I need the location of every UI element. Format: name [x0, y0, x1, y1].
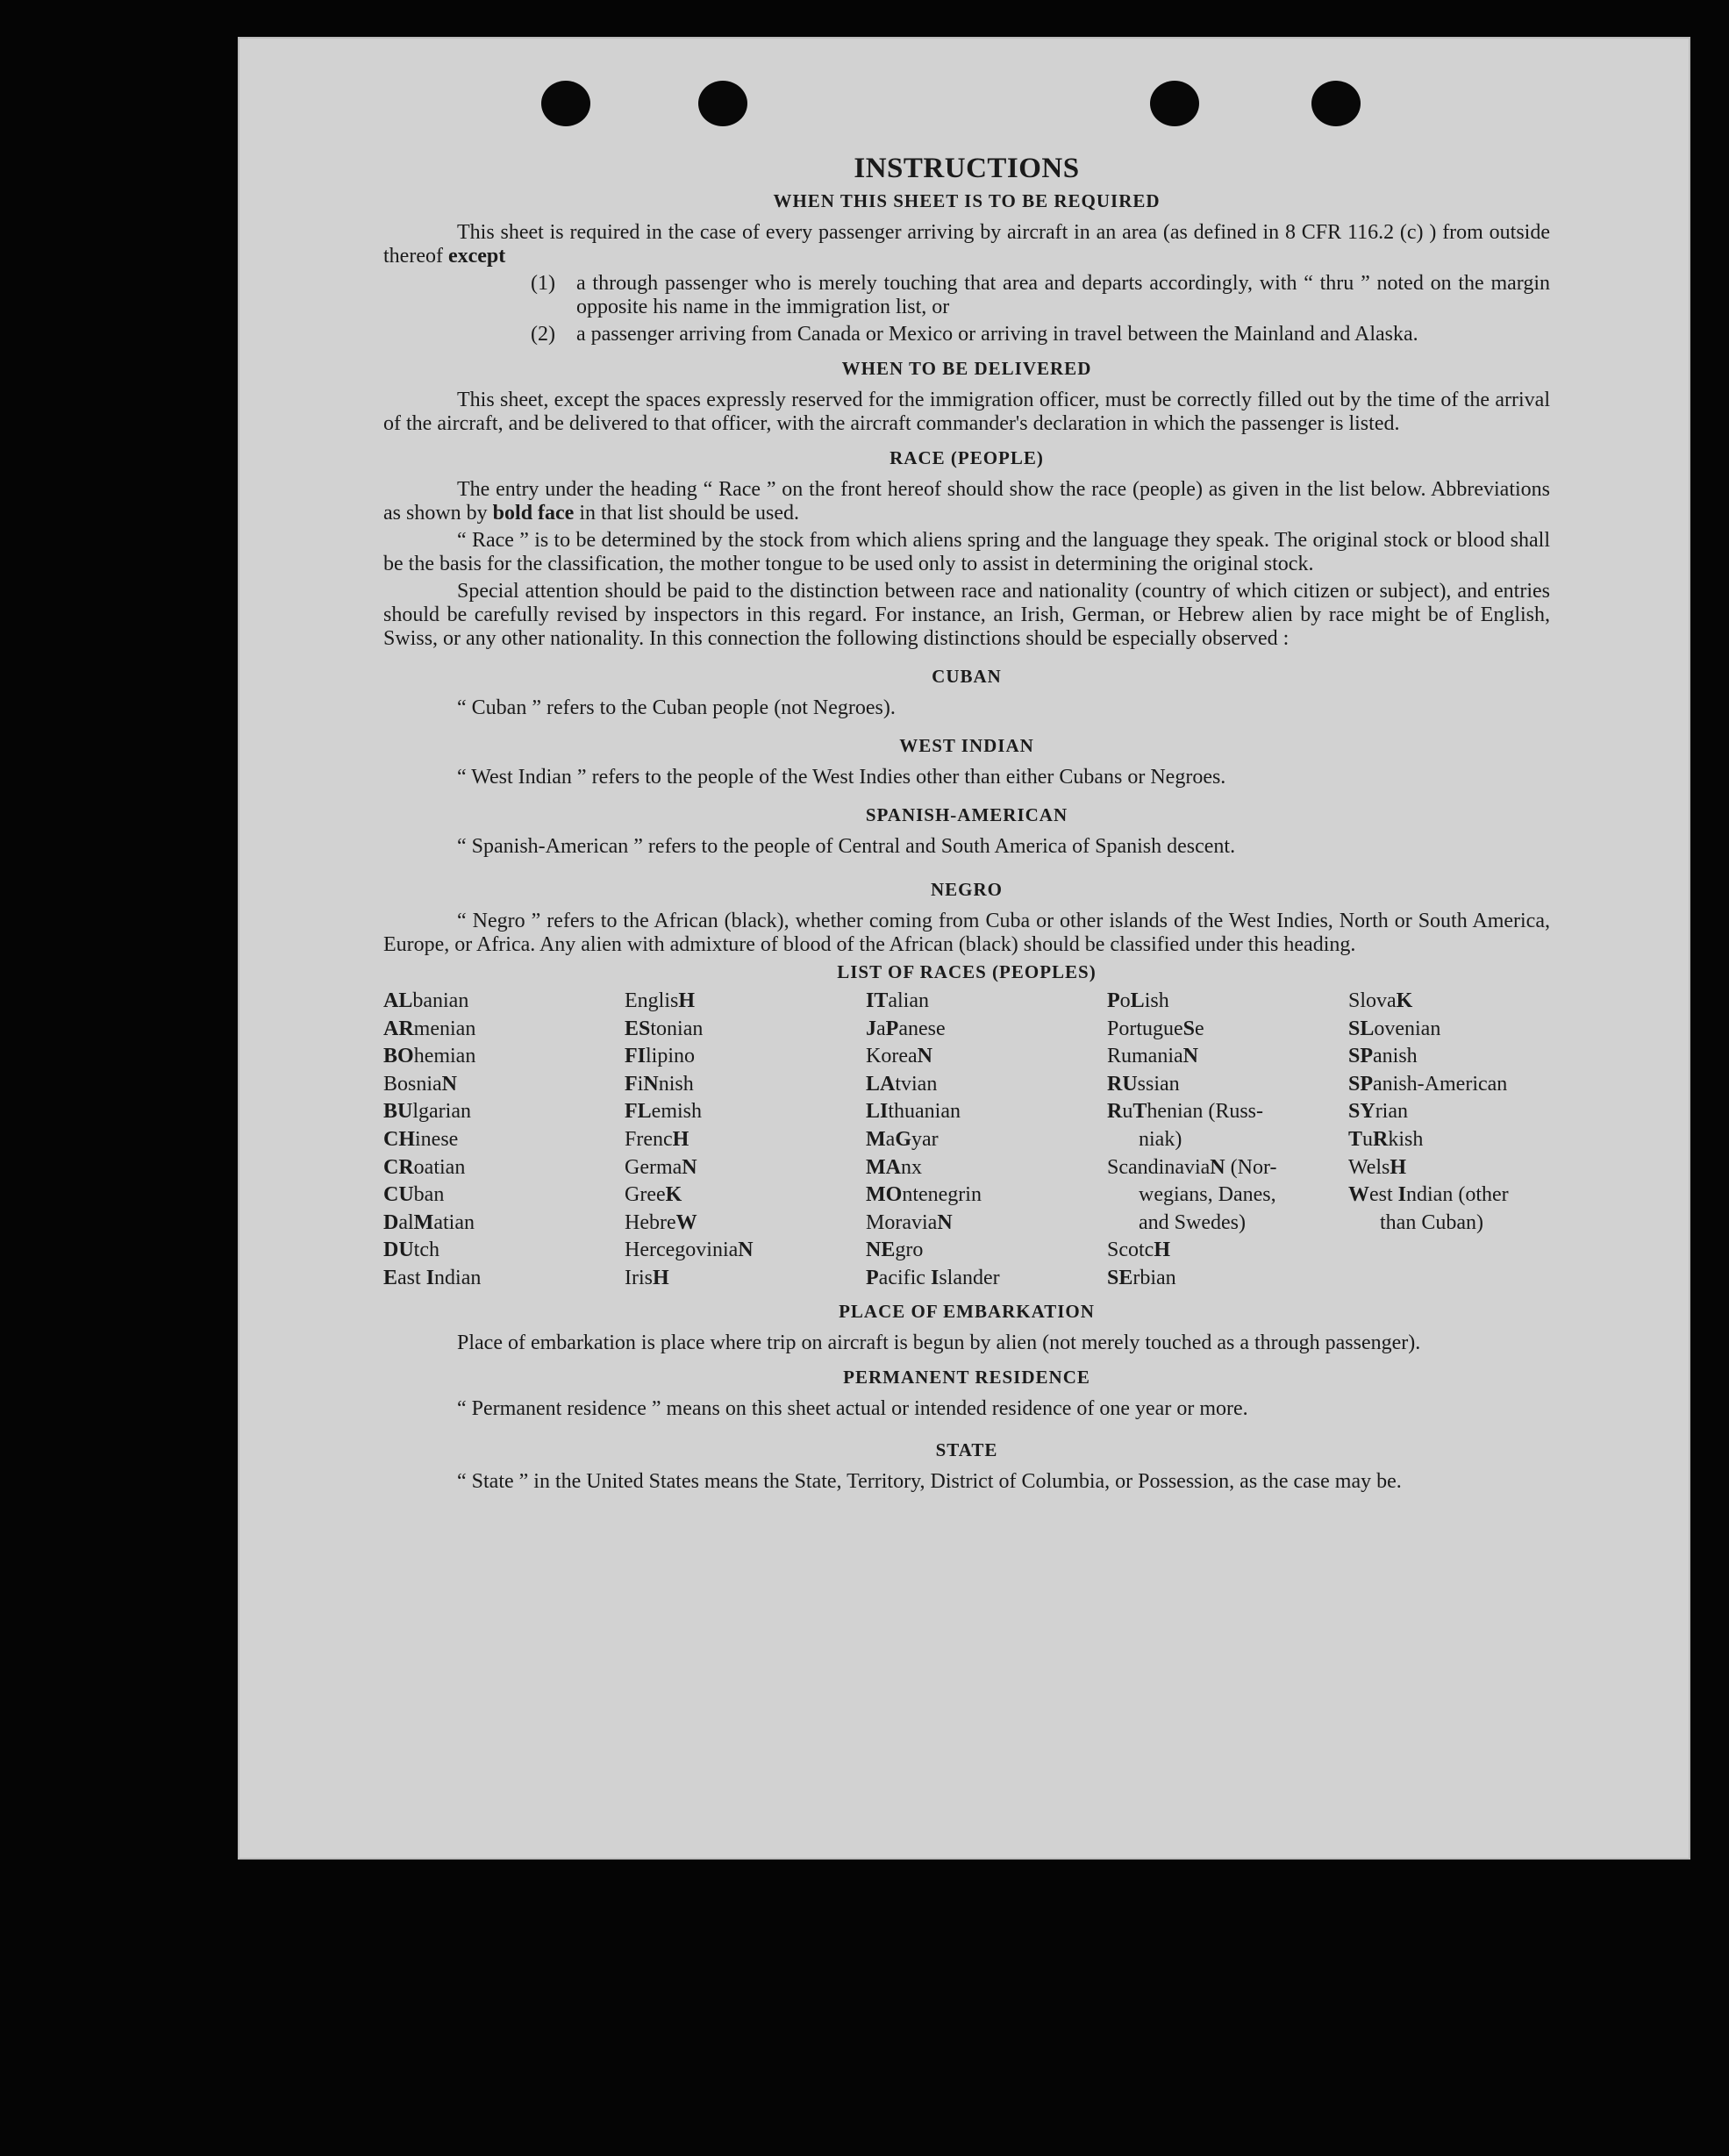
- document-page: [238, 37, 1690, 1860]
- race-entry: [1348, 1154, 1550, 1182]
- race-abbrev: AR: [383, 1017, 414, 1040]
- race-text: inese: [415, 1127, 459, 1151]
- race-entry: [1107, 1126, 1348, 1154]
- race-text: anish: [1373, 1045, 1418, 1068]
- race-entry: [866, 1071, 1107, 1099]
- race-entry: [866, 988, 1107, 1016]
- race-abbrev: N: [1210, 1155, 1225, 1179]
- race-abbrev: N: [441, 1072, 458, 1096]
- race-text: gro: [895, 1239, 924, 1262]
- race-abbrev: BU: [383, 1100, 413, 1124]
- race-entry: [866, 1237, 1107, 1265]
- race-abbrev: T: [1348, 1127, 1363, 1151]
- race-text: ast: [397, 1266, 426, 1289]
- race-entry: [866, 1043, 1107, 1071]
- race-entry: [866, 1210, 1107, 1238]
- race-entry: [1348, 1043, 1550, 1071]
- race-abbrev: LA: [866, 1072, 896, 1096]
- race-text: o: [1119, 989, 1131, 1012]
- definition-state: “ State ” in the United States means the State, Territory, District of Columbia, or Possession, as the case may be.: [457, 1469, 1402, 1493]
- race-text: Rumania: [1107, 1045, 1183, 1068]
- race-text: tch: [413, 1239, 439, 1262]
- race-text: acific: [878, 1266, 931, 1289]
- race-abbrev: H: [678, 989, 696, 1012]
- race-text: hemian: [413, 1045, 476, 1068]
- race-abbrev: AL: [383, 989, 413, 1012]
- race-entry: [383, 988, 625, 1016]
- race-text: tvian: [895, 1072, 938, 1096]
- race-abbrev: H: [672, 1127, 689, 1151]
- race-entry: [625, 988, 866, 1016]
- exception-number: (2): [531, 323, 555, 346]
- exception-text: a through passenger who is merely touching that area and departs accordingly, with “ thru ” noted on the margin opposite his name in the immigration list, or: [576, 272, 1550, 318]
- race-text: a: [885, 1127, 896, 1151]
- heading-when-delivered: WHEN TO BE DELIVERED: [841, 358, 1092, 379]
- heading-when-required: WHEN THIS SHEET IS TO BE REQUIRED: [773, 190, 1161, 211]
- race-text: ssian: [1137, 1072, 1180, 1096]
- race-entry: [625, 1154, 866, 1182]
- races-column: [625, 988, 866, 1293]
- race-entry: [625, 1265, 866, 1293]
- race-abbrev: K: [1396, 989, 1413, 1012]
- race-text: tonian: [650, 1017, 704, 1040]
- race-abbrev: SP: [1348, 1072, 1374, 1096]
- race-abbrev: M: [866, 1127, 886, 1151]
- race-text: ndian: [434, 1266, 482, 1289]
- race-entry: [1107, 1016, 1348, 1044]
- race-entry: [1348, 1210, 1550, 1238]
- punch-hole-4: [1311, 81, 1361, 126]
- race-text: (Nor-: [1225, 1155, 1277, 1179]
- race-text: al: [398, 1210, 414, 1234]
- race-text: Portugue: [1107, 1017, 1183, 1040]
- race-text: Hercegovinia: [625, 1239, 739, 1262]
- race-abbrev: W: [675, 1210, 697, 1234]
- paragraph-race-2: “ Race ” is to be determined by the stock from which aliens spring and the language they speak. The original stock or blood shall be the basis for the classification, the mother tongue to be used only to assist in determining the original stock.: [383, 529, 1550, 575]
- race-entry: [625, 1043, 866, 1071]
- race-text: emish: [651, 1100, 702, 1124]
- race-text: anese: [898, 1017, 946, 1040]
- races-column: [1348, 988, 1550, 1293]
- definition-embarkation: Place of embarkation is place where trip on aircraft is begun by alien (not merely touched as a through passenger).: [457, 1331, 1421, 1354]
- race-text: Wels: [1348, 1155, 1390, 1179]
- race-text: Scotc: [1107, 1239, 1154, 1262]
- race-abbrev: I: [1397, 1183, 1407, 1207]
- race-text: ish: [1144, 989, 1169, 1012]
- race-entry: [383, 1154, 625, 1182]
- race-text: alian: [888, 989, 929, 1012]
- punch-hole-2: [698, 81, 747, 126]
- race-abbrev: DU: [383, 1239, 414, 1262]
- race-entry: [1107, 988, 1348, 1016]
- race-entry: [1107, 1182, 1348, 1210]
- race-text: yar: [911, 1127, 939, 1151]
- race-entry: [383, 1237, 625, 1265]
- race-text: menian: [413, 1017, 476, 1040]
- race-text: niak): [1139, 1127, 1182, 1151]
- race-text: est: [1369, 1183, 1398, 1207]
- race-p1-a: The entry under the heading “ Race ” on the front hereof should show the race (people) as given in the list below. Abbreviations as shown by: [383, 478, 1550, 525]
- race-text: rbian: [1132, 1266, 1176, 1289]
- race-abbrev: MO: [866, 1183, 903, 1207]
- race-abbrev: I: [930, 1266, 940, 1289]
- race-entry: [866, 1126, 1107, 1154]
- race-text: ban: [413, 1183, 445, 1207]
- race-text: oatian: [413, 1155, 466, 1179]
- paragraph-race-3: Special attention should be paid to the distinction between race and nationality (country of which citizen or subject), and entries should be carefully revised by inspectors in this regard. For instance, an Irish, German, or Hebrew alien by race might be of English, Swiss, or any other nationality. In this connection the following distinctions should be especially observed :: [383, 580, 1550, 650]
- race-abbrev: H: [1390, 1155, 1407, 1179]
- race-text: u: [1362, 1127, 1374, 1151]
- races-column: [383, 988, 625, 1293]
- race-text: wegians, Danes,: [1139, 1183, 1276, 1207]
- race-text: Moravia: [866, 1210, 938, 1234]
- race-abbrev: K: [665, 1183, 682, 1207]
- race-text: Korea: [866, 1045, 918, 1068]
- heading-state: STATE: [935, 1439, 998, 1460]
- paragraph-required: [383, 221, 1550, 268]
- race-text: Germa: [625, 1155, 682, 1179]
- race-text: thuanian: [888, 1100, 961, 1124]
- race-abbrev: D: [383, 1210, 399, 1234]
- race-entry: [383, 1098, 625, 1126]
- required-except-text: except: [447, 245, 506, 268]
- race-text: rian: [1375, 1100, 1408, 1124]
- race-abbrev: T: [1132, 1100, 1147, 1124]
- race-text: henian (Russ-: [1147, 1100, 1264, 1124]
- race-text: Hebre: [625, 1210, 676, 1234]
- race-entry: [1348, 1098, 1550, 1126]
- race-entry: [625, 1237, 866, 1265]
- race-abbrev: IT: [866, 989, 889, 1012]
- definition-permanent-residence: “ Permanent residence ” means on this sheet actual or intended residence of one year or more.: [457, 1396, 1248, 1420]
- race-entry: [1348, 1182, 1550, 1210]
- race-entry: [866, 1182, 1107, 1210]
- race-text: u: [1122, 1100, 1133, 1124]
- race-text: than Cuban): [1380, 1210, 1483, 1234]
- heading-permanent-residence: PERMANENT RESIDENCE: [843, 1366, 1090, 1388]
- race-abbrev: I: [425, 1266, 435, 1289]
- race-text: atian: [433, 1210, 475, 1234]
- definition-negro: “ Negro ” refers to the African (black), whether coming from Cuba or other islands of the West Indies, North or South America, Europe, or Africa. Any alien with admixture of blood of the African (black) should be classified under this heading.: [383, 910, 1550, 956]
- race-entry: [383, 1016, 625, 1044]
- race-abbrev: N: [738, 1239, 754, 1262]
- cuban-text: refers to the Cuban people (not Negroes).: [546, 696, 896, 719]
- heading-race: RACE (PEOPLE): [890, 447, 1044, 468]
- race-abbrev: SE: [1107, 1266, 1133, 1289]
- race-abbrev: RU: [1107, 1072, 1138, 1096]
- race-abbrev: SP: [1348, 1045, 1374, 1068]
- race-text: ovenian: [1374, 1017, 1441, 1040]
- race-text: anish-American: [1373, 1072, 1508, 1096]
- instructions-content: [383, 151, 1550, 1497]
- exception-item-1: [531, 272, 1550, 319]
- race-abbrev: F: [625, 1072, 638, 1096]
- race-text: i: [637, 1072, 644, 1096]
- race-entry: [625, 1098, 866, 1126]
- race-entry: [625, 1126, 866, 1154]
- race-abbrev: W: [1348, 1183, 1369, 1207]
- race-entry: [1107, 1237, 1348, 1265]
- race-abbrev: N: [917, 1045, 932, 1068]
- definition-cuban: [457, 696, 1550, 720]
- race-entry: [1348, 1016, 1550, 1044]
- race-text: ntenegrin: [902, 1183, 982, 1207]
- heading-cuban: CUBAN: [932, 666, 1002, 687]
- paragraph-race-1: [383, 478, 1550, 525]
- heading-spanish-american: SPANISH-AMERICAN: [865, 804, 1068, 825]
- race-abbrev: L: [1130, 989, 1145, 1012]
- race-abbrev: ES: [625, 1017, 651, 1040]
- race-abbrev: R: [1373, 1127, 1389, 1151]
- race-text: Bosnia: [383, 1072, 442, 1096]
- race-text: banian: [412, 989, 469, 1012]
- race-abbrev: BO: [383, 1045, 414, 1068]
- punch-hole-1: [541, 81, 590, 126]
- race-abbrev: P: [885, 1017, 899, 1040]
- race-text: lipino: [646, 1045, 696, 1068]
- definition-spanish-american: “ Spanish-American ” refers to the people of Central and South America of Spanish descent.: [457, 835, 1236, 858]
- race-text: nx: [900, 1155, 922, 1179]
- race-text: nish: [658, 1072, 694, 1096]
- race-text: slander: [939, 1266, 1000, 1289]
- race-abbrev: P: [866, 1266, 879, 1289]
- heading-negro: NEGRO: [930, 879, 1003, 900]
- race-text: lgarian: [412, 1100, 471, 1124]
- heading-embarkation: PLACE OF EMBARKATION: [839, 1300, 1095, 1322]
- definition-west-indian: “ West Indian ” refers to the people of the West Indies other than either Cubans or Negroes.: [457, 766, 1226, 789]
- race-entry: [383, 1043, 625, 1071]
- race-abbrev: CU: [383, 1183, 414, 1207]
- race-abbrev: J: [866, 1017, 876, 1040]
- race-entry: [625, 1016, 866, 1044]
- heading-list-of-races: LIST OF RACES (PEOPLES): [837, 961, 1097, 982]
- race-abbrev: FL: [625, 1100, 652, 1124]
- race-entry: [1107, 1154, 1348, 1182]
- race-p1-b: in that list should be used.: [579, 502, 799, 525]
- race-entry: [866, 1098, 1107, 1126]
- races-table: [383, 988, 1550, 1293]
- race-entry: [625, 1182, 866, 1210]
- punch-hole-3: [1150, 81, 1199, 126]
- cuban-quote: “ Cuban ”: [457, 696, 541, 719]
- race-text: Scandinavia: [1107, 1155, 1211, 1179]
- race-p1-bold: bold face: [492, 502, 575, 525]
- race-entry: [866, 1016, 1107, 1044]
- page-title: INSTRUCTIONS: [854, 153, 1080, 184]
- race-entry: [1348, 1126, 1550, 1154]
- race-entry: [625, 1071, 866, 1099]
- race-abbrev: CH: [383, 1127, 415, 1151]
- exception-number: (1): [531, 272, 555, 295]
- race-abbrev: G: [895, 1127, 911, 1151]
- race-abbrev: N: [937, 1210, 953, 1234]
- exception-text: a passenger arriving from Canada or Mexico or arriving in travel between the Mainland and Alaska.: [576, 323, 1418, 346]
- race-abbrev: N: [682, 1155, 697, 1179]
- race-entry: [383, 1182, 625, 1210]
- race-entry: [383, 1210, 625, 1238]
- race-abbrev: S: [1182, 1017, 1196, 1040]
- heading-west-indian: WEST INDIAN: [899, 735, 1034, 756]
- race-text: a: [876, 1017, 886, 1040]
- races-column: [1107, 988, 1348, 1293]
- race-abbrev: NE: [866, 1239, 896, 1262]
- race-abbrev: MA: [866, 1155, 901, 1179]
- race-entry: [1107, 1098, 1348, 1126]
- race-entry: [383, 1126, 625, 1154]
- race-abbrev: H: [1154, 1239, 1170, 1262]
- exception-item-2: [531, 323, 1550, 346]
- race-entry: [1348, 1071, 1550, 1099]
- race-abbrev: N: [1182, 1045, 1198, 1068]
- race-text: ndian (other: [1406, 1183, 1509, 1207]
- race-text: e: [1195, 1017, 1204, 1040]
- race-text: Iris: [625, 1266, 653, 1289]
- race-entry: [625, 1210, 866, 1238]
- race-text: and Swedes): [1139, 1210, 1246, 1234]
- paragraph-delivered: This sheet, except the spaces expressly reserved for the immigration officer, must be correctly filled out by the time of the arrival of the aircraft, and be delivered to that officer, with the aircraft commander's declaration in which the passenger is listed.: [383, 389, 1550, 435]
- race-abbrev: H: [653, 1266, 669, 1289]
- race-abbrev: SL: [1348, 1017, 1375, 1040]
- race-abbrev: E: [383, 1266, 398, 1289]
- race-abbrev: SY: [1348, 1100, 1375, 1124]
- race-abbrev: LI: [866, 1100, 889, 1124]
- race-abbrev: FI: [625, 1045, 646, 1068]
- race-entry: [1107, 1210, 1348, 1238]
- race-abbrev: P: [1107, 989, 1120, 1012]
- race-entry: [1348, 988, 1550, 1016]
- race-text: Frenc: [625, 1127, 673, 1151]
- race-entry: [866, 1265, 1107, 1293]
- races-column: [866, 988, 1107, 1293]
- race-entry: [866, 1154, 1107, 1182]
- race-entry: [383, 1265, 625, 1293]
- race-text: kish: [1388, 1127, 1424, 1151]
- race-entry: [1107, 1043, 1348, 1071]
- race-entry: [1107, 1265, 1348, 1293]
- race-entry: [1107, 1071, 1348, 1099]
- required-intro-text: This sheet is required in the case of every passenger arriving by aircraft in an area (as defined in 8 CFR 116.2 (c) ) from outside thereof: [383, 221, 1550, 268]
- race-abbrev: R: [1107, 1100, 1123, 1124]
- race-entry: [383, 1071, 625, 1099]
- race-text: Slova: [1348, 989, 1397, 1012]
- race-abbrev: N: [643, 1072, 659, 1096]
- race-abbrev: CR: [383, 1155, 414, 1179]
- race-text: Gree: [625, 1183, 666, 1207]
- race-abbrev: M: [413, 1210, 434, 1234]
- race-text: Englis: [625, 989, 679, 1012]
